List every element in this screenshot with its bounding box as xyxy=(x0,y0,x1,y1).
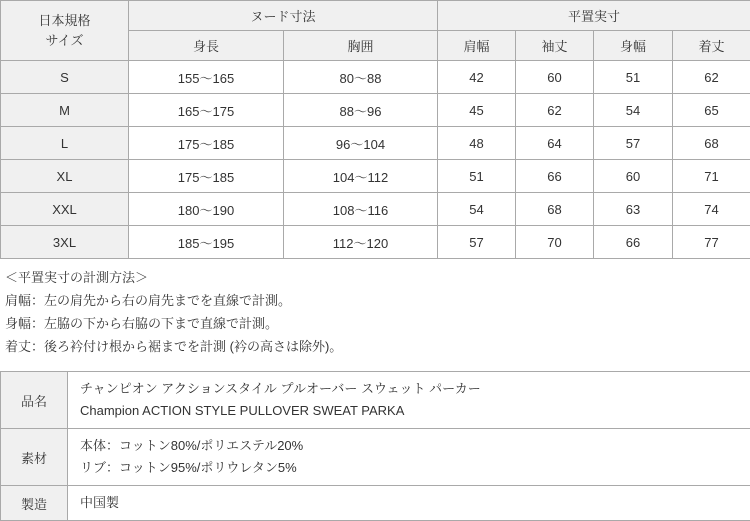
product-name-japanese: チャンピオン アクションスタイル プルオーバー スウェット パーカー xyxy=(80,378,740,400)
material-label: 素材 xyxy=(1,429,68,486)
height-cell: 180〜190 xyxy=(129,193,284,226)
height-cell: 155〜165 xyxy=(129,61,284,94)
product-info-table xyxy=(0,371,750,521)
material-body: 本体：コットン80%/ポリエステル20% xyxy=(80,435,740,457)
header-group-flat: 平置実寸 xyxy=(438,1,750,31)
header-japan-size-line2: サイズ xyxy=(2,31,127,51)
header-col-width: 身幅 xyxy=(594,31,673,61)
sleeve-cell: 62 xyxy=(516,94,594,127)
size-cell: 3XL xyxy=(1,226,129,259)
chest-cell: 108〜116 xyxy=(284,193,438,226)
shoulder-cell: 48 xyxy=(438,127,516,160)
product-name-label: 品名 xyxy=(1,372,68,429)
length-cell: 77 xyxy=(673,226,750,259)
measurement-notes-title: ＜平置実寸の計測方法＞ xyxy=(5,266,745,289)
header-col-shoulder: 肩幅 xyxy=(438,31,516,61)
product-name-value xyxy=(68,372,750,429)
sleeve-cell: 64 xyxy=(516,127,594,160)
size-cell: L xyxy=(1,127,129,160)
chest-cell: 104〜112 xyxy=(284,160,438,193)
shoulder-cell: 54 xyxy=(438,193,516,226)
height-cell: 165〜175 xyxy=(129,94,284,127)
header-col-length: 着丈 xyxy=(673,31,750,61)
size-cell: XXL xyxy=(1,193,129,226)
length-cell: 71 xyxy=(673,160,750,193)
chest-cell: 80〜88 xyxy=(284,61,438,94)
shoulder-cell: 42 xyxy=(438,61,516,94)
chest-cell: 88〜96 xyxy=(284,94,438,127)
header-col-sleeve: 袖丈 xyxy=(516,31,594,61)
size-spec-table xyxy=(0,0,750,259)
width-cell: 51 xyxy=(594,61,673,94)
table-row-size-s xyxy=(1,61,750,94)
shoulder-cell: 45 xyxy=(438,94,516,127)
size-table-header-row-groups xyxy=(1,1,750,31)
shoulder-cell: 51 xyxy=(438,160,516,193)
table-row-size-xl xyxy=(1,160,750,193)
header-col-height: 身長 xyxy=(129,31,284,61)
sleeve-cell: 68 xyxy=(516,193,594,226)
measurement-note-width: 身幅：左脇の下から右脇の下まで直線で計測。 xyxy=(5,312,745,335)
sleeve-cell: 70 xyxy=(516,226,594,259)
chest-cell: 96〜104 xyxy=(284,127,438,160)
height-cell: 175〜185 xyxy=(129,160,284,193)
header-japan-size-line1: 日本規格 xyxy=(2,11,127,31)
width-cell: 63 xyxy=(594,193,673,226)
width-cell: 57 xyxy=(594,127,673,160)
width-cell: 60 xyxy=(594,160,673,193)
length-cell: 68 xyxy=(673,127,750,160)
shoulder-cell: 57 xyxy=(438,226,516,259)
sleeve-cell: 60 xyxy=(516,61,594,94)
origin-label: 製造 xyxy=(1,486,68,521)
table-row-size-3xl xyxy=(1,226,750,259)
origin-value: 中国製 xyxy=(68,486,750,521)
length-cell: 74 xyxy=(673,193,750,226)
product-name-english: Champion ACTION STYLE PULLOVER SWEAT PARKA xyxy=(80,400,740,422)
length-cell: 62 xyxy=(673,61,750,94)
table-row-size-l xyxy=(1,127,750,160)
material-rib: リブ：コットン95%/ポリウレタン5% xyxy=(80,457,740,479)
size-cell: M xyxy=(1,94,129,127)
header-col-chest: 胸囲 xyxy=(284,31,438,61)
height-cell: 175〜185 xyxy=(129,127,284,160)
width-cell: 66 xyxy=(594,226,673,259)
length-cell: 65 xyxy=(673,94,750,127)
header-group-nude: ヌード寸法 xyxy=(129,1,438,31)
table-row-size-m xyxy=(1,94,750,127)
measurement-note-length: 着丈：後ろ衿付け根から裾までを計測 (衿の高さは除外)。 xyxy=(5,335,745,358)
size-cell: S xyxy=(1,61,129,94)
height-cell: 185〜195 xyxy=(129,226,284,259)
table-row-material xyxy=(1,429,750,486)
material-value xyxy=(68,429,750,486)
measurement-notes xyxy=(0,266,750,371)
table-row-size-xxl xyxy=(1,193,750,226)
table-row-product-name xyxy=(1,372,750,429)
measurement-note-shoulder: 肩幅：左の肩先から右の肩先までを直線で計測。 xyxy=(5,289,745,312)
width-cell: 54 xyxy=(594,94,673,127)
header-japan-size xyxy=(1,1,129,61)
sleeve-cell: 66 xyxy=(516,160,594,193)
size-cell: XL xyxy=(1,160,129,193)
chest-cell: 112〜120 xyxy=(284,226,438,259)
